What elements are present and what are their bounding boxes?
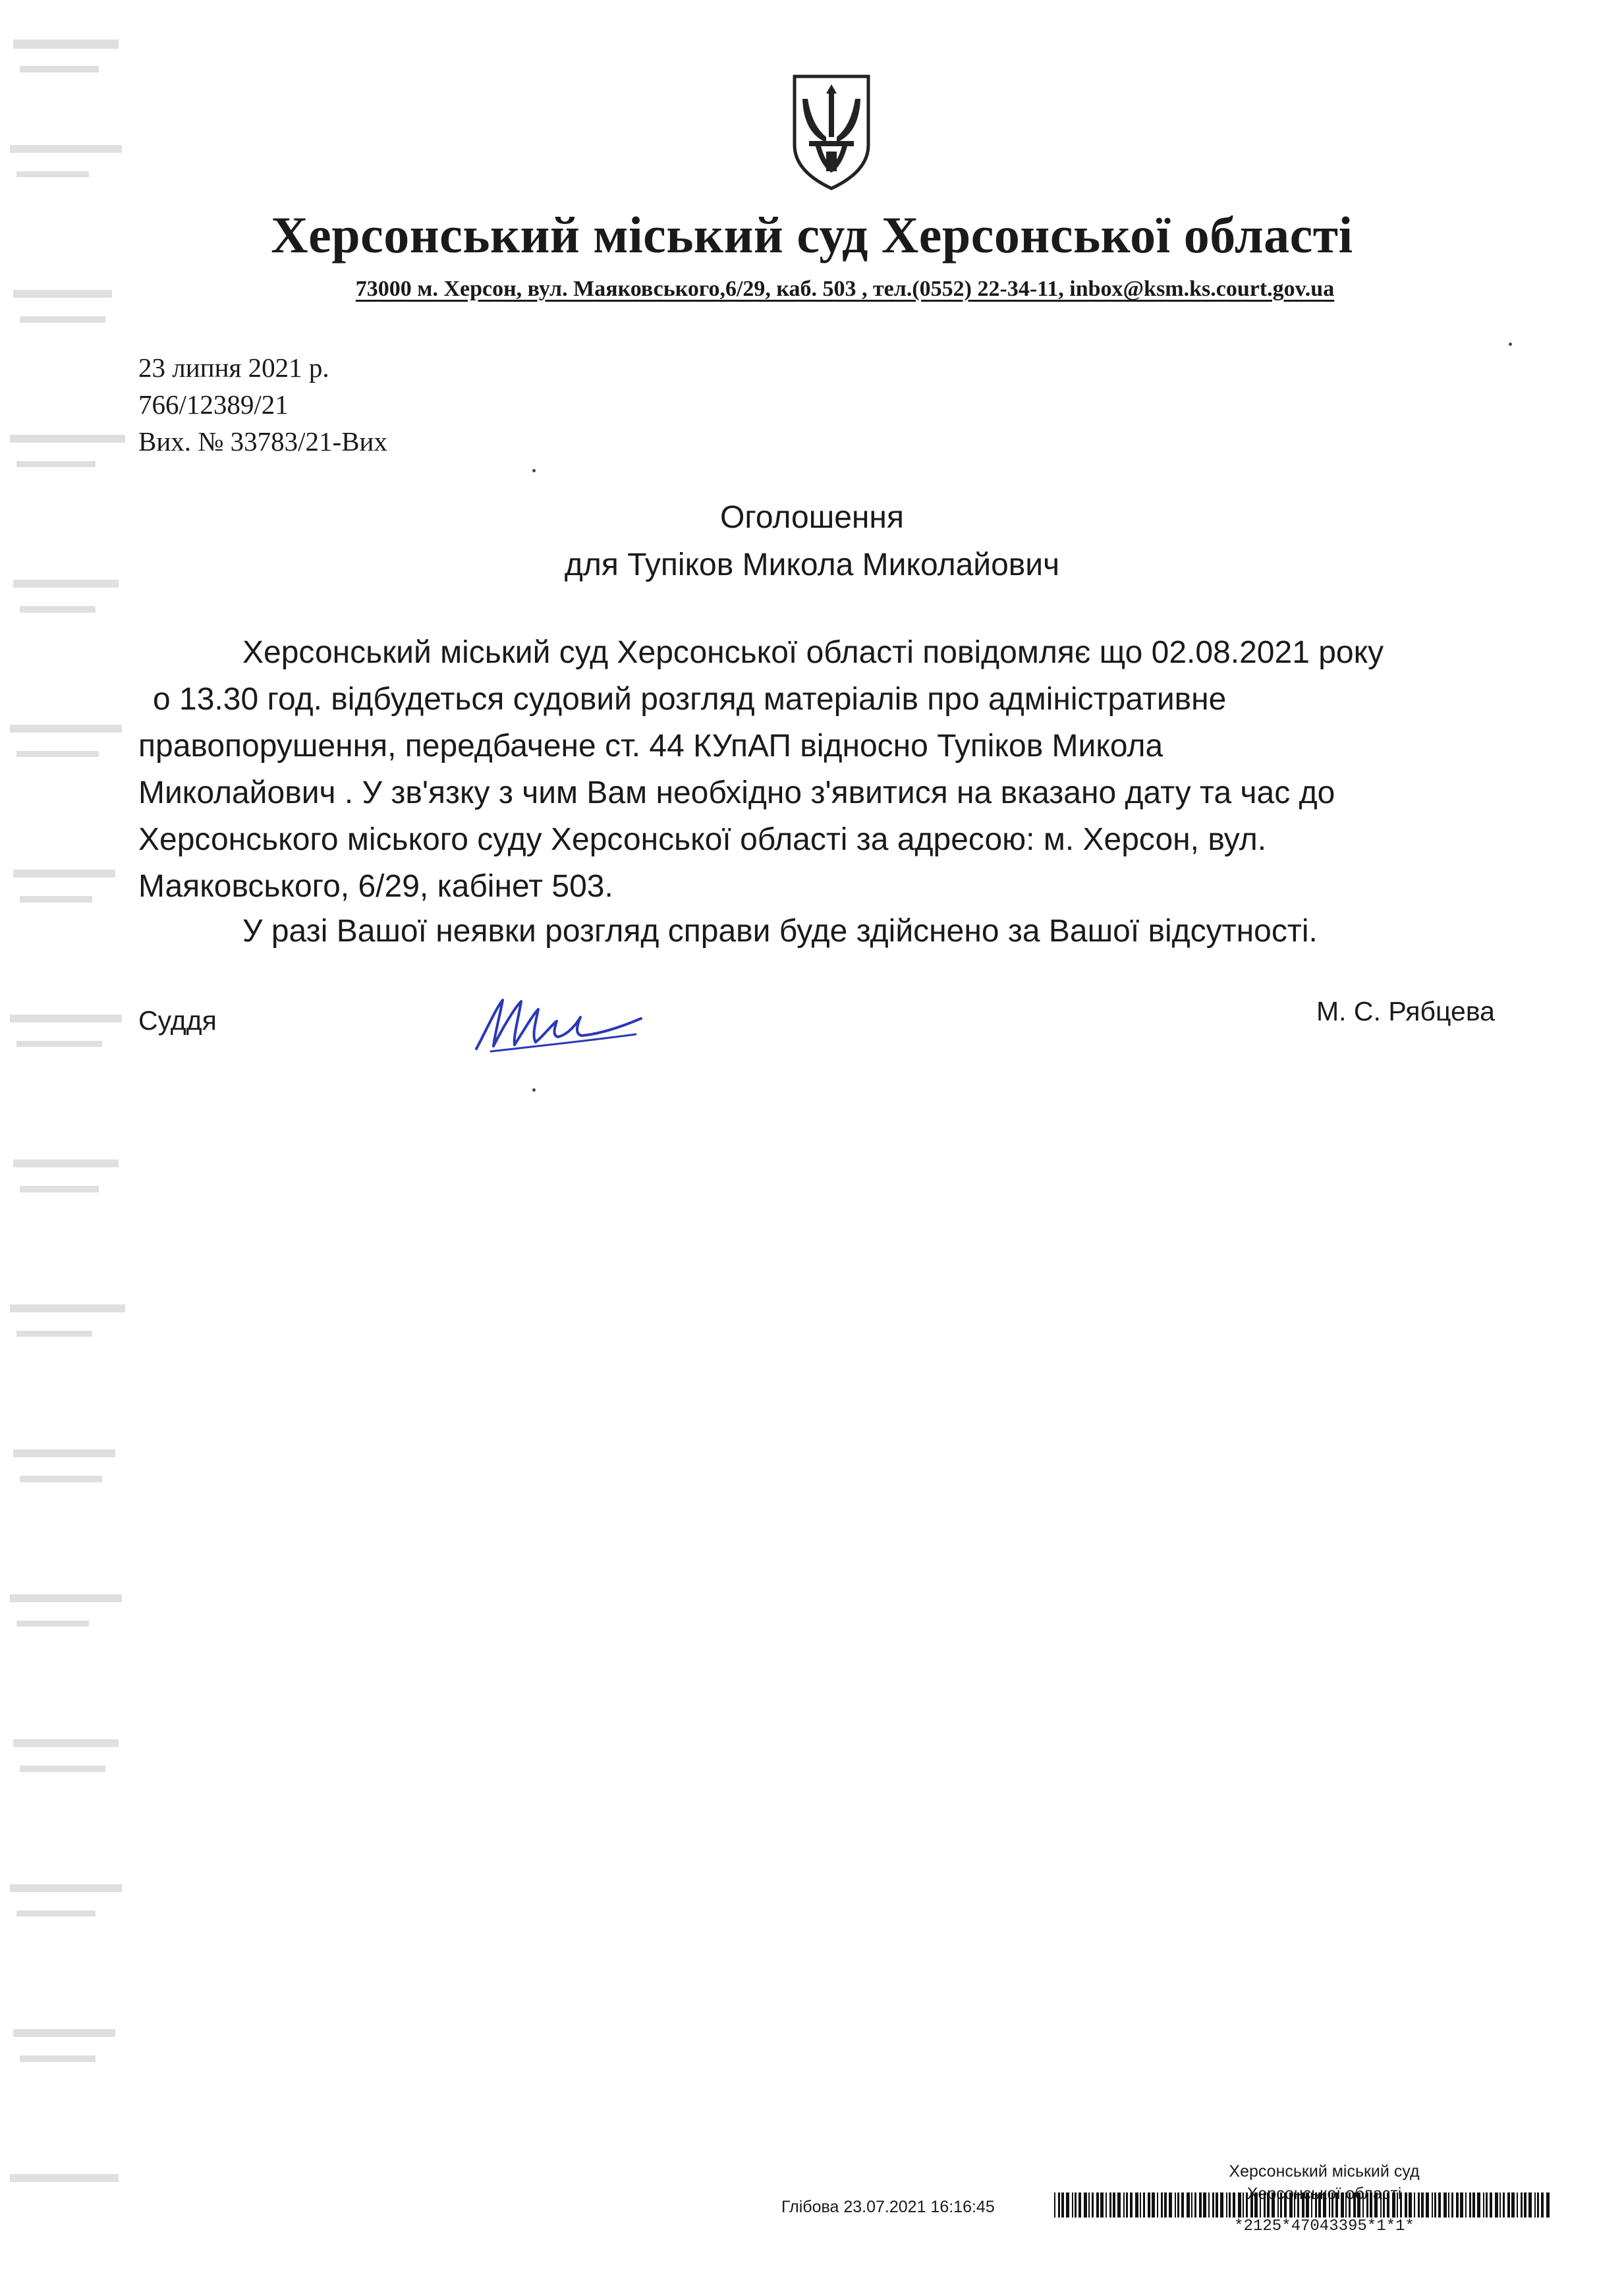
scan-edge-artifacts xyxy=(0,40,152,2214)
body-line: Херсонського міського суду Херсонської області за адресою: м. Херсон, вул. xyxy=(138,822,1267,857)
notice-body xyxy=(138,629,1548,910)
body-line: о 13.30 год. відбудеться судовий розгляд матеріалів про адміністративне xyxy=(153,682,1227,717)
stamp-org-line1: Херсонський міський суд xyxy=(1229,2162,1420,2181)
notice-closing-block xyxy=(138,908,1548,955)
case-number: 766/12389/21 xyxy=(138,389,289,420)
body-line: правопорушення, передбачене ст. 44 КУпАП відносно Тупіков Микола xyxy=(138,729,1163,764)
court-address: 73000 м. Херсон, вул. Маяковського,6/29, каб. 503 , тел.(0552) 22-34-11, inbox@ksm.ks.court.gov.ua xyxy=(355,277,1335,301)
clerk-timestamp: Глібова 23.07.2021 16:16:45 xyxy=(781,2198,995,2216)
notice-title: Оголошення xyxy=(720,500,904,535)
notice-closing: У разі Вашої неявки розгляд справи буде здійснено за Вашої відсутності. xyxy=(242,914,1318,949)
barcode-icon xyxy=(1054,2192,1550,2218)
document-meta xyxy=(138,349,387,460)
outgoing-number: Вих. № 33783/21-Вих xyxy=(138,426,387,457)
barcode-number: *2125*47043395*1*1* xyxy=(1234,2218,1414,2235)
body-line: Миколайович . У зв'язку з чим Вам необхідно з'явитися на вказано дату та час до xyxy=(138,775,1335,810)
trident-coat-of-arms-icon xyxy=(789,72,874,192)
body-line: Херсонський міський суд Херсонської області повідомляє що 02.08.2021 року xyxy=(242,635,1384,670)
scan-speck xyxy=(1509,343,1512,346)
scan-speck xyxy=(532,469,536,472)
stamp-org-line2: Херсонської області xyxy=(1246,2185,1402,2203)
judge-name: М. С. Рябцева xyxy=(1316,996,1495,1026)
notice-recipient: для Тупіков Микола Миколайович xyxy=(564,547,1060,582)
signature-role: Суддя xyxy=(138,1005,217,1036)
scan-speck xyxy=(532,1088,536,1092)
court-title: Херсонський міський суд Херсонської області xyxy=(271,206,1353,264)
handwritten-signature xyxy=(464,988,652,1061)
body-line: Маяковського, 6/29, кабінет 503. xyxy=(138,869,613,904)
document-date: 23 липня 2021 р. xyxy=(138,352,329,383)
